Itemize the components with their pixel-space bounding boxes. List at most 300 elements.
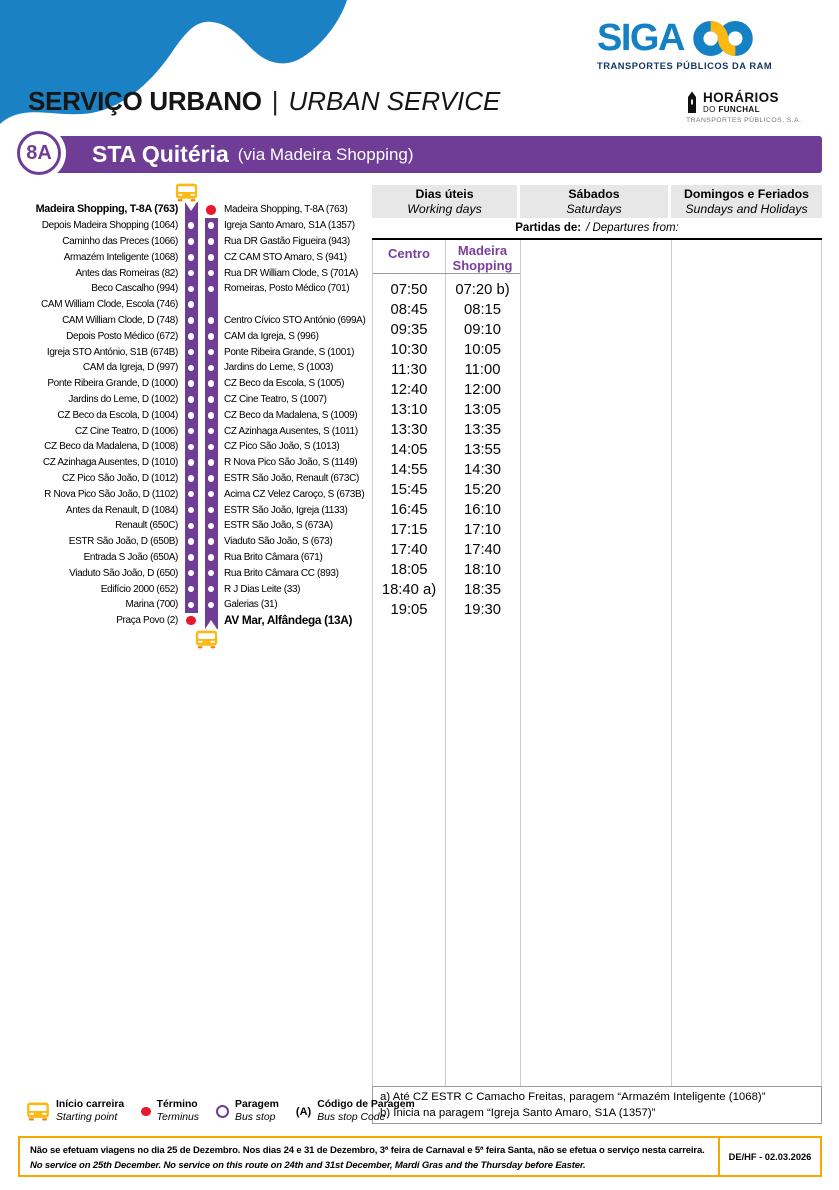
stop-dot-icon xyxy=(188,238,195,245)
stop-label-inbound: CZ Pico São João, S (1013) xyxy=(224,441,340,453)
route-line-right xyxy=(203,202,219,218)
stop-dot-icon xyxy=(208,396,215,403)
title-divider: | xyxy=(271,86,279,116)
stop-label-inbound: ESTR São João, S (673A) xyxy=(224,520,333,532)
stop-label-outbound: CAM William Clode, D (748) xyxy=(62,314,178,326)
route-stop-row xyxy=(8,360,370,376)
stop-dot-icon xyxy=(188,523,195,530)
terminus-dot-icon xyxy=(186,616,196,626)
stop-label-inbound: Rua Brito Câmara CC (893) xyxy=(224,567,339,579)
day-en: Sundays and Holidays xyxy=(685,201,808,216)
route-stop-row xyxy=(8,613,370,629)
stop-dot-icon xyxy=(208,507,215,514)
time-row xyxy=(373,460,520,480)
time-madeira-shopping: 09:10 xyxy=(463,322,502,338)
route-banner xyxy=(40,136,822,173)
stop-label-outbound: CZ Beco da Madalena, D (1008) xyxy=(44,441,178,453)
stop-dot-icon xyxy=(188,507,195,514)
time-madeira-shopping: 15:20 xyxy=(463,482,502,498)
time-row xyxy=(373,480,520,500)
stop-label-outbound: Edifício 2000 (652) xyxy=(100,583,178,595)
stop-dot-icon xyxy=(208,286,215,293)
time-centro: 18:05 xyxy=(390,562,428,578)
time-row xyxy=(373,280,520,300)
legend-terminus xyxy=(141,1099,199,1124)
route-line-right xyxy=(203,518,219,534)
time-centro: 14:05 xyxy=(390,442,428,458)
stop-label-outbound: ESTR São João, D (650B) xyxy=(68,536,178,548)
day-header-working-days xyxy=(372,185,517,218)
route-line-left xyxy=(183,518,199,534)
stop-label-inbound: CAM da Igreja, S (996) xyxy=(224,330,319,342)
bus-icon xyxy=(26,1102,50,1121)
stop-label-inbound: CZ Beco da Madalena, S (1009) xyxy=(224,409,358,421)
time-madeira-shopping: 13:05 xyxy=(463,402,502,418)
stop-label-inbound: Rua DR Gastão Figueira (943) xyxy=(224,235,350,247)
route-line-left xyxy=(183,392,199,408)
route-stop-row xyxy=(8,249,370,265)
service-title-en: URBAN SERVICE xyxy=(288,86,501,116)
stop-label-inbound: Romeiras, Posto Médico (701) xyxy=(224,283,350,295)
time-row xyxy=(373,320,520,340)
stop-dot-icon xyxy=(188,380,195,387)
stop-label-inbound: CZ CAM STO Amaro, S (941) xyxy=(224,251,347,263)
time-centro: 16:45 xyxy=(390,502,428,518)
route-line-right xyxy=(203,550,219,566)
time-madeira-shopping: 13:35 xyxy=(463,422,502,438)
route-diagram-rows xyxy=(8,202,370,629)
time-centro: 12:40 xyxy=(390,382,428,398)
stop-label-outbound: Igreja STO António, S1B (674B) xyxy=(46,346,178,358)
route-stop-row xyxy=(8,565,370,581)
time-madeira-shopping: 17:10 xyxy=(463,522,502,538)
stop-label-inbound: CZ Azinhaga Ausentes, S (1011) xyxy=(224,425,358,437)
day-headers xyxy=(372,185,822,218)
time-madeira-shopping: 10:05 xyxy=(463,342,502,358)
day-en: Working days xyxy=(407,201,482,216)
route-line-left xyxy=(183,597,199,613)
stop-dot-icon xyxy=(188,412,195,419)
stop-dot-icon xyxy=(188,602,195,609)
start-triangle-icon xyxy=(205,620,217,629)
service-title-pt: SERVIÇO URBANO xyxy=(28,86,262,116)
route-name: STA Quitéria xyxy=(92,141,229,167)
siga-tagline: TRANSPORTES PÚBLICOS DA RAM xyxy=(597,61,773,71)
route-line-right xyxy=(203,471,219,487)
time-row xyxy=(373,580,520,600)
stop-label-inbound: CZ Beco da Escola, S (1005) xyxy=(224,378,345,390)
route-line-right xyxy=(203,234,219,250)
stop-label-outbound: Ponte Ribeira Grande, D (1000) xyxy=(47,378,178,390)
route-line-left xyxy=(183,423,199,439)
stop-label-inbound: Ponte Ribeira Grande, S (1001) xyxy=(224,346,355,358)
stop-dot-icon xyxy=(188,491,195,498)
time-centro: 18:40 a) xyxy=(381,582,437,598)
route-line-right xyxy=(203,392,219,408)
stop-label-inbound: Jardins do Leme, S (1003) xyxy=(224,362,334,374)
stop-dot-icon xyxy=(188,254,195,261)
stop-dot-icon xyxy=(208,444,215,451)
legend-label-pt: Término xyxy=(156,1099,198,1110)
stop-label-outbound: Entrada S João (650A) xyxy=(83,551,178,563)
stop-label-inbound: ESTR São João, Igreja (1133) xyxy=(224,504,348,516)
notice-pt: Não se efetuam viagens no dia 25 de Dezembro. Nos dias 24 e 31 de Dezembro, 3ª feira de Carnaval e 5ª feira Santa, não se efetua o serviço nesta carreira. xyxy=(30,1145,705,1156)
stop-dot-icon xyxy=(188,301,195,308)
stop-dot-icon xyxy=(188,428,195,435)
stop-label-inbound: AV Mar, Alfândega (13A) xyxy=(224,613,353,628)
day-pt: Dias úteis xyxy=(415,186,474,201)
route-line-right xyxy=(203,407,219,423)
footnotes-box xyxy=(372,1086,822,1124)
time-row xyxy=(373,400,520,420)
route-line-left xyxy=(183,249,199,265)
route-number-badge xyxy=(17,131,61,175)
route-line-left xyxy=(183,281,199,297)
route-line-left xyxy=(183,565,199,581)
route-line-left xyxy=(183,360,199,376)
subheader-underline xyxy=(373,273,520,274)
route-stop-row xyxy=(8,218,370,234)
column-divider xyxy=(671,240,672,1086)
route-line-right xyxy=(203,581,219,597)
stop-label-outbound: Beco Cascalho (994) xyxy=(91,283,178,295)
stop-label-outbound: Marina (700) xyxy=(125,599,178,611)
route-stop-row xyxy=(8,344,370,360)
times-rows xyxy=(373,280,520,620)
route-stop-row xyxy=(8,281,370,297)
route-line-left xyxy=(183,502,199,518)
route-line-right xyxy=(203,502,219,518)
hf-name: HORÁRIOS xyxy=(703,89,779,105)
route-line-right xyxy=(203,439,219,455)
route-via: (via Madeira Shopping) xyxy=(237,144,414,164)
time-centro: 13:10 xyxy=(390,402,428,418)
route-stop-row xyxy=(8,423,370,439)
route-stop-row xyxy=(8,202,370,218)
stop-label-outbound: CZ Beco da Escola, D (1004) xyxy=(57,409,178,421)
stop-dot-icon xyxy=(208,459,215,466)
route-line-left xyxy=(183,218,199,234)
time-centro: 11:30 xyxy=(391,362,427,378)
stop-label-outbound: Viaduto São João, D (650) xyxy=(69,567,178,579)
route-line-right xyxy=(203,376,219,392)
stop-label-inbound: Acima CZ Velez Caroço, S (673B) xyxy=(224,488,365,500)
time-row xyxy=(373,340,520,360)
stop-dot-icon xyxy=(208,523,215,530)
route-line-right xyxy=(203,534,219,550)
hf-tagline: TRANSPORTES PÚBLICOS, S.A. xyxy=(686,117,802,124)
route-line-left xyxy=(183,613,199,629)
hf-sub-prefix: DO xyxy=(703,104,716,114)
legend-label-pt: Início carreira xyxy=(56,1099,125,1110)
route-stop-row xyxy=(8,265,370,281)
from-header-centro: Centro xyxy=(388,246,430,261)
time-madeira-shopping: 12:00 xyxy=(463,382,502,398)
time-madeira-shopping: 18:10 xyxy=(463,562,502,578)
route-line-left xyxy=(183,439,199,455)
bus-icon xyxy=(175,183,198,202)
stop-label-inbound: Igreja Santo Amaro, S1A (1357) xyxy=(224,220,355,232)
service-notice xyxy=(18,1136,822,1177)
legend-label-en: Bus stop Code xyxy=(317,1111,386,1123)
stop-label-inbound: Madeira Shopping, T-8A (763) xyxy=(224,204,348,216)
footnote-a: a) Até CZ ESTR C Camacho Freitas, paragem “Armazém Inteligente (1068)” xyxy=(380,1091,766,1103)
stop-label-outbound: Depois Posto Médico (672) xyxy=(66,330,178,342)
stop-dot-icon xyxy=(188,586,195,593)
stop-label-outbound: CZ Cine Teatro, D (1006) xyxy=(74,425,178,437)
route-line-left xyxy=(183,202,199,218)
stop-dot-icon xyxy=(188,459,195,466)
stop-dot-icon xyxy=(208,365,215,372)
stop-dot-icon xyxy=(188,396,195,403)
start-triangle-icon xyxy=(185,202,197,211)
legend-label-en: Terminus xyxy=(156,1111,200,1123)
route-line-left xyxy=(183,297,199,313)
time-row xyxy=(373,420,520,440)
route-number: 8A xyxy=(26,141,52,164)
stop-dot-icon xyxy=(208,602,215,609)
route-stop-row xyxy=(8,471,370,487)
route-line-right xyxy=(203,423,219,439)
stop-dot-icon xyxy=(208,412,215,419)
horarios-funchal-logo xyxy=(686,90,836,124)
time-row xyxy=(373,360,520,380)
stop-dot-icon xyxy=(188,538,195,545)
stop-label-outbound: Depois Madeira Shopping (1064) xyxy=(41,220,178,232)
stop-label-outbound: Armazém Inteligente (1068) xyxy=(63,251,178,263)
time-centro: 17:40 xyxy=(390,542,428,558)
time-madeira-shopping: 14:30 xyxy=(463,462,502,478)
stop-dot-icon xyxy=(208,380,215,387)
stop-label-outbound: Jardins do Leme, D (1002) xyxy=(68,393,178,405)
time-row xyxy=(373,520,520,540)
route-stop-row xyxy=(8,407,370,423)
timetable-body xyxy=(372,240,822,1086)
stop-label-outbound: Antes das Romeiras (82) xyxy=(75,267,178,279)
stop-dot-icon xyxy=(208,317,215,324)
stop-dot-icon xyxy=(188,333,195,340)
day-header-saturdays xyxy=(520,185,668,218)
stop-ring-icon xyxy=(216,1105,229,1118)
route-line-left xyxy=(183,234,199,250)
stop-label-inbound: Viaduto São João, S (673) xyxy=(224,536,333,548)
time-centro: 17:15 xyxy=(390,522,428,538)
time-row xyxy=(373,600,520,620)
stop-dot-icon xyxy=(188,554,195,561)
stop-dot-icon xyxy=(188,365,195,372)
route-line-left xyxy=(183,534,199,550)
route-stop-row xyxy=(8,328,370,344)
day-header-sundays-holidays xyxy=(671,185,822,218)
stop-code-icon: (A) xyxy=(295,1105,312,1118)
departures-label-pt: Partidas de: xyxy=(515,222,582,234)
legend-stop-code xyxy=(296,1099,415,1124)
stop-label-inbound: CZ Cine Teatro, S (1007) xyxy=(224,393,327,405)
tower-icon xyxy=(686,90,698,114)
time-centro: 19:05 xyxy=(390,602,428,618)
route-line-left xyxy=(183,328,199,344)
route-diagram xyxy=(8,202,370,629)
stop-dot-icon xyxy=(208,475,215,482)
route-stop-row xyxy=(8,297,370,313)
stop-dot-icon xyxy=(188,570,195,577)
stop-dot-icon xyxy=(188,270,195,277)
route-stop-row xyxy=(8,392,370,408)
stop-label-outbound: R Nova Pico São João, D (1102) xyxy=(44,488,178,500)
stop-label-outbound: CZ Azinhaga Ausentes, D (1010) xyxy=(42,457,178,469)
route-line-right xyxy=(203,613,219,629)
route-line-left xyxy=(183,581,199,597)
legend-label-pt: Paragem xyxy=(235,1099,279,1110)
notice-en: No service on 25th December. No service on this route on 24th and 31st December, Mardi Gras and the Thursday before Easter. xyxy=(30,1160,586,1171)
stop-dot-icon xyxy=(208,586,215,593)
route-line-right xyxy=(203,281,219,297)
route-stop-row xyxy=(8,502,370,518)
stop-dot-icon xyxy=(208,538,215,545)
stop-dot-icon xyxy=(208,222,215,229)
stop-dot-icon xyxy=(188,475,195,482)
page-title xyxy=(28,86,500,116)
legend-bus-stop xyxy=(216,1099,279,1124)
stop-label-inbound: Centro Cívico STO António (699A) xyxy=(224,314,366,326)
from-header-madeira-shopping: Madeira Shopping xyxy=(452,243,513,273)
time-row xyxy=(373,380,520,400)
stop-dot-icon xyxy=(188,286,195,293)
legend-label-pt: Código de Paragem xyxy=(317,1099,415,1110)
route-stop-row xyxy=(8,486,370,502)
stop-dot-icon xyxy=(208,349,215,356)
time-madeira-shopping: 18:35 xyxy=(463,582,502,598)
route-line-right xyxy=(203,297,219,313)
route-stop-row xyxy=(8,550,370,566)
route-stop-row xyxy=(8,439,370,455)
time-centro: 09:35 xyxy=(390,322,428,338)
terminus-dot-icon xyxy=(206,205,216,215)
legend-label-en: Starting point xyxy=(56,1111,118,1123)
route-line-right xyxy=(203,249,219,265)
bus-icon xyxy=(195,630,218,649)
stop-label-inbound: ESTR São João, Renault (673C) xyxy=(224,472,359,484)
time-centro: 08:45 xyxy=(390,302,428,318)
route-line-right xyxy=(203,565,219,581)
day-pt: Sábados xyxy=(568,186,620,201)
route-line-right xyxy=(203,360,219,376)
time-row xyxy=(373,560,520,580)
stop-label-outbound: Caminho das Preces (1066) xyxy=(62,235,178,247)
stop-label-inbound: Rua Brito Câmara (671) xyxy=(224,551,323,563)
route-stop-row xyxy=(8,313,370,329)
route-line-right xyxy=(203,455,219,471)
route-line-right xyxy=(203,313,219,329)
stop-label-inbound: R J Dias Leite (33) xyxy=(224,583,301,595)
route-line-left xyxy=(183,550,199,566)
day-pt: Domingos e Feriados xyxy=(683,186,810,201)
route-line-right xyxy=(203,265,219,281)
route-line-left xyxy=(183,344,199,360)
route-stop-row xyxy=(8,518,370,534)
stop-label-outbound: Antes da Renault, D (1084) xyxy=(65,504,178,516)
terminus-dot-icon xyxy=(141,1107,151,1117)
stop-dot-icon xyxy=(188,317,195,324)
time-madeira-shopping: 19:30 xyxy=(463,602,502,618)
route-line-left xyxy=(183,455,199,471)
stop-label-outbound: CAM William Clode, Escola (746) xyxy=(41,299,178,311)
route-line-left xyxy=(183,407,199,423)
stop-label-inbound: Galerias (31) xyxy=(224,599,278,611)
day-en: Saturdays xyxy=(566,201,622,216)
stop-dot-icon xyxy=(208,554,215,561)
time-row xyxy=(373,500,520,520)
siga-logo xyxy=(597,18,833,71)
stop-label-outbound: Madeira Shopping, T-8A (763) xyxy=(35,203,178,216)
stop-label-outbound: Renault (650C) xyxy=(115,520,178,532)
siga-wordmark: SIGA xyxy=(597,17,684,59)
stop-dot-icon xyxy=(208,254,215,261)
stop-label-outbound: CAM da Igreja, D (997) xyxy=(82,362,178,374)
stop-label-outbound: Praça Povo (2) xyxy=(116,615,178,627)
route-line-left xyxy=(183,471,199,487)
route-stop-row xyxy=(8,534,370,550)
stop-dot-icon xyxy=(188,444,195,451)
legend-label-en: Bus stop xyxy=(235,1111,276,1123)
route-line-right xyxy=(203,344,219,360)
time-row xyxy=(373,440,520,460)
stop-dot-icon xyxy=(208,238,215,245)
time-row xyxy=(373,540,520,560)
route-line-left xyxy=(183,486,199,502)
stop-dot-icon xyxy=(208,270,215,277)
departures-from-row xyxy=(372,218,822,240)
route-line-right xyxy=(203,328,219,344)
departures-label-en: / Departures from: xyxy=(586,222,679,234)
stop-label-inbound: R Nova Pico São João, S (1149) xyxy=(224,457,358,469)
stop-label-outbound: CZ Pico São João, D (1012) xyxy=(62,472,178,484)
route-stop-row xyxy=(8,376,370,392)
time-madeira-shopping: 07:20 b) xyxy=(455,282,510,298)
stop-label-inbound: Rua DR William Clode, S (701A) xyxy=(224,267,358,279)
time-centro: 13:30 xyxy=(390,422,428,438)
time-centro: 14:55 xyxy=(390,462,428,478)
legend xyxy=(26,1099,415,1124)
time-madeira-shopping: 13:55 xyxy=(463,442,502,458)
hf-sub-bold: FUNCHAL xyxy=(718,104,760,114)
stop-dot-icon xyxy=(208,428,215,435)
legend-starting-point xyxy=(26,1099,124,1124)
time-centro: 07:50 xyxy=(390,282,428,298)
time-madeira-shopping: 16:10 xyxy=(463,502,502,518)
route-stop-row xyxy=(8,597,370,613)
stop-dot-icon xyxy=(208,570,215,577)
time-centro: 15:45 xyxy=(390,482,428,498)
stop-dot-icon xyxy=(208,333,215,340)
route-stop-row xyxy=(8,455,370,471)
route-line-left xyxy=(183,265,199,281)
route-stop-row xyxy=(8,581,370,597)
footnote-b: b) Inicia na paragem “Igreja Santo Amaro, S1A (1357)” xyxy=(380,1106,656,1119)
siga-rings-icon xyxy=(692,19,754,58)
hf-subname xyxy=(703,105,779,114)
route-line-left xyxy=(183,313,199,329)
stop-dot-icon xyxy=(188,222,195,229)
notice-text xyxy=(20,1138,718,1175)
document-reference: DE/HF - 02.03.2026 xyxy=(718,1138,820,1175)
stop-dot-icon xyxy=(188,349,195,356)
time-madeira-shopping: 17:40 xyxy=(463,542,502,558)
timetable xyxy=(372,185,822,1125)
stop-dot-icon xyxy=(208,491,215,498)
time-centro: 10:30 xyxy=(390,342,428,358)
time-madeira-shopping: 08:15 xyxy=(463,302,502,318)
